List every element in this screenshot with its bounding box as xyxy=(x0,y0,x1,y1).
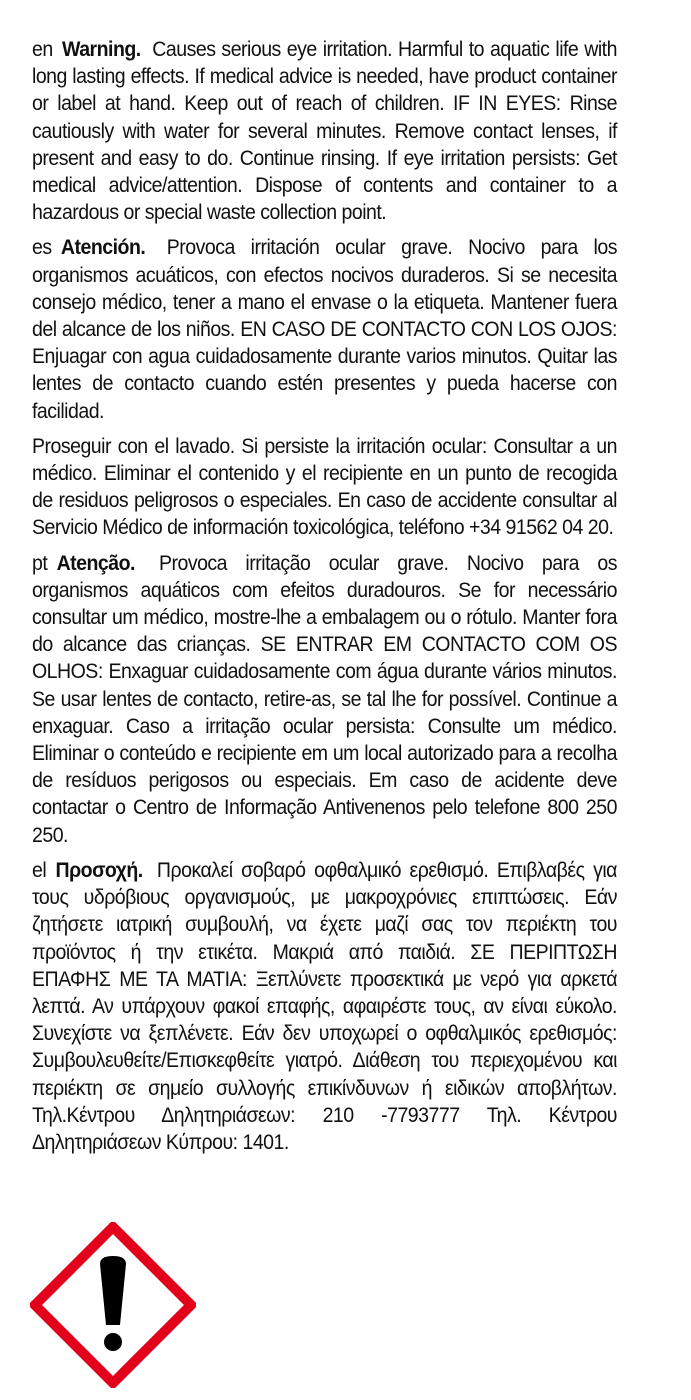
paragraph-el xyxy=(32,857,617,1156)
paragraph-body-es-continued: Proseguir con el lavado. Si persiste la irritación ocular: Consultar a un médico. Eliminar el contenido y el recipiente en un punto de recogida de residuos peligrosos o especiales. En caso de accidente consultar al Servicio Médico de información toxicológica, teléfono +34 91562 04 20. xyxy=(32,434,617,540)
exclamation-mark-hazard-icon xyxy=(30,1222,196,1388)
language-code-en: en xyxy=(32,38,53,61)
language-code-el: el xyxy=(32,858,47,882)
paragraph-pt xyxy=(32,550,617,849)
signal-word-el: Προσοχή. xyxy=(55,858,143,882)
paragraph-es xyxy=(32,234,617,424)
paragraph-body-en: Causes serious eye irritation. Harmful to aquatic life with long lasting effects. If medical advice is needed, have product container or label at hand. Keep out of reach of children. IF IN EYES: Rinse cautiously with water for several minutes. Remove contact lenses, if present and easy to do. Continue rinsing. If eye irritation persists: Get medical advice/attention. Dispose of contents and container to a hazardous or special waste collection point. xyxy=(32,38,617,225)
signal-word-pt: Atenção. xyxy=(56,551,135,575)
paragraph-body-el: Προκαλεί σοβαρό οφθαλμικό ερεθισμό. Επιβλαβές για τους υδρόβιους οργανισμούς, με μακροχρόνιες επιπτώσεις. Εάν ζητήσετε ιατρική συμβουλή, να έχετε μαζί σας τον περιέκτη του προϊόντος ή την ετικέτα. Μακριά από παιδιά. ΣΕ ΠΕΡΙΠΤΩΣΗ ΕΠΑΦΗΣ ΜΕ ΤΑ ΜΑΤΙΑ: Ξεπλύνετε προσεκτικά με νερό για αρκετά λεπτά. Αν υπάρχουν φακοί επαφής, αφαιρέστε τους, αν είναι εύκολο. Συνεχίστε να ξεπλένετε. Εάν δεν υποχωρεί ο οφθαλμικός ερεθισμός: Συμβουλευθείτε/Επισκεφθείτε γιατρό. Διάθεση του περιεχομένου και περιέκτη σε σημείο συλλογής επικίνδυνων ή ειδικών αποβλήτων. Τηλ.Κέντρου Δηλητηριάσεων: 210 -7793777 Τηλ. Κέντρου Δηλητηριάσεων Κύπρου: 1401. xyxy=(32,858,617,1154)
paragraph-es-continued xyxy=(32,433,617,542)
paragraph-body-es: Provoca irritación ocular grave. Nocivo para los organismos acuáticos, con efectos nocivos duraderos. Si se necesita consejo médico, tener a mano el envase o la etiqueta. Mantener fuera del alcance de los niños. EN CASO DE CONTACTO CON LOS OJOS: Enjuagar con agua cuidadosamente durante varios minutos. Quitar las lentes de contacto cuando estén presentes y pueda hacerse con facilidad. xyxy=(32,236,617,423)
signal-word-en: Warning. xyxy=(62,38,141,61)
signal-word-es: Atención. xyxy=(60,236,146,260)
paragraph-body-pt: Provoca irritação ocular grave. Nocivo para os organismos aquáticos com efeitos duradouros. Se for necessário consultar um médico, mostre-lhe a embalagem ou o rótulo. Manter fora do alcance das crianças. SE ENTRAR EM CONTACTO COM OS OLHOS: Enxaguar cuidadosamente com água durante vários minutos. Se usar lentes de contacto, retire-as, se tal lhe for possível. Continue a enxaguar. Caso a irritação ocular persista: Consulte um médico. Eliminar o conteúdo e recipiente em um local autorizado para a recolha de resíduos perigosos ou especiais. Em caso de acidente deve contactar o Centro de Informação Antivenenos pelo telefone 800 250 250. xyxy=(32,551,617,847)
exclamation-dot xyxy=(104,1333,122,1351)
paragraph-en xyxy=(32,36,617,226)
language-code-pt: pt xyxy=(32,551,48,575)
safety-label-text xyxy=(32,36,617,1164)
language-code-es: es xyxy=(32,236,52,260)
